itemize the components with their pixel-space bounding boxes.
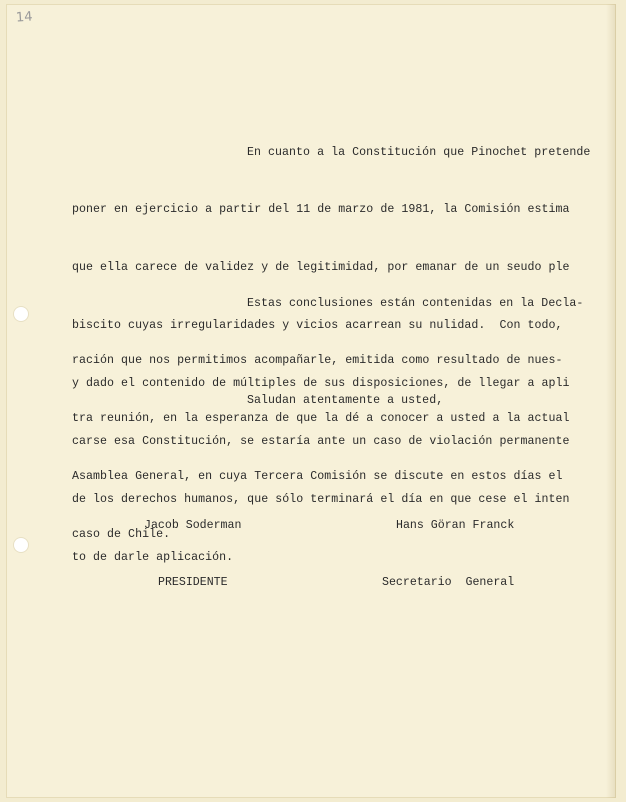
text-line: poner en ejercicio a partir del 11 de marzo de 1981, la Comisión estima — [72, 203, 570, 217]
text-line: carse esa Constitución, se estaría ante un caso de violación permanente — [72, 435, 570, 449]
text-line: Estas conclusiones están contenidas en la Decla- — [247, 296, 584, 310]
text-line: Asamblea General, en cuya Tercera Comisión se discute en estos días el — [72, 470, 563, 484]
text-line: de los derechos humanos, que sólo terminará el día en que cese el inten — [72, 492, 570, 506]
text-line: que ella carece de validez y de legitimidad, por emanar de un seudo ple — [72, 261, 570, 275]
closing-text: Saludan atentamente a usted, — [247, 393, 444, 407]
punch-hole — [14, 307, 28, 321]
text-line: caso de Chile. — [72, 528, 171, 542]
signatory-name: Jacob Soderman — [144, 519, 242, 532]
text-line: tra reunión, en la esperanza de que la dé a conocer a usted a la actual — [72, 412, 570, 426]
punch-hole — [14, 538, 28, 552]
signatory-title: Secretario General — [382, 576, 515, 589]
closing-line — [72, 352, 597, 429]
text-line: biscito cuyas irregularidades y vicios acarrean su nulidad. Con todo, — [72, 319, 563, 333]
signatory-name: Hans Göran Franck — [396, 519, 515, 532]
text-line: En cuanto a la Constitución que Pinochet pretende — [247, 145, 591, 159]
text-line: y dado el contenido de múltiples de sus disposiciones, de llegar a apli — [72, 377, 570, 391]
signature-block-president — [144, 478, 241, 611]
text-line: to de darle aplicación. — [72, 550, 234, 564]
corner-mark: 14 — [15, 9, 34, 26]
signatory-title: PRESIDENTE — [158, 576, 228, 589]
text-line: ración que nos permitimos acompañarle, emitida como resultado de nues- — [72, 354, 563, 368]
signature-block-secretary — [382, 478, 514, 611]
